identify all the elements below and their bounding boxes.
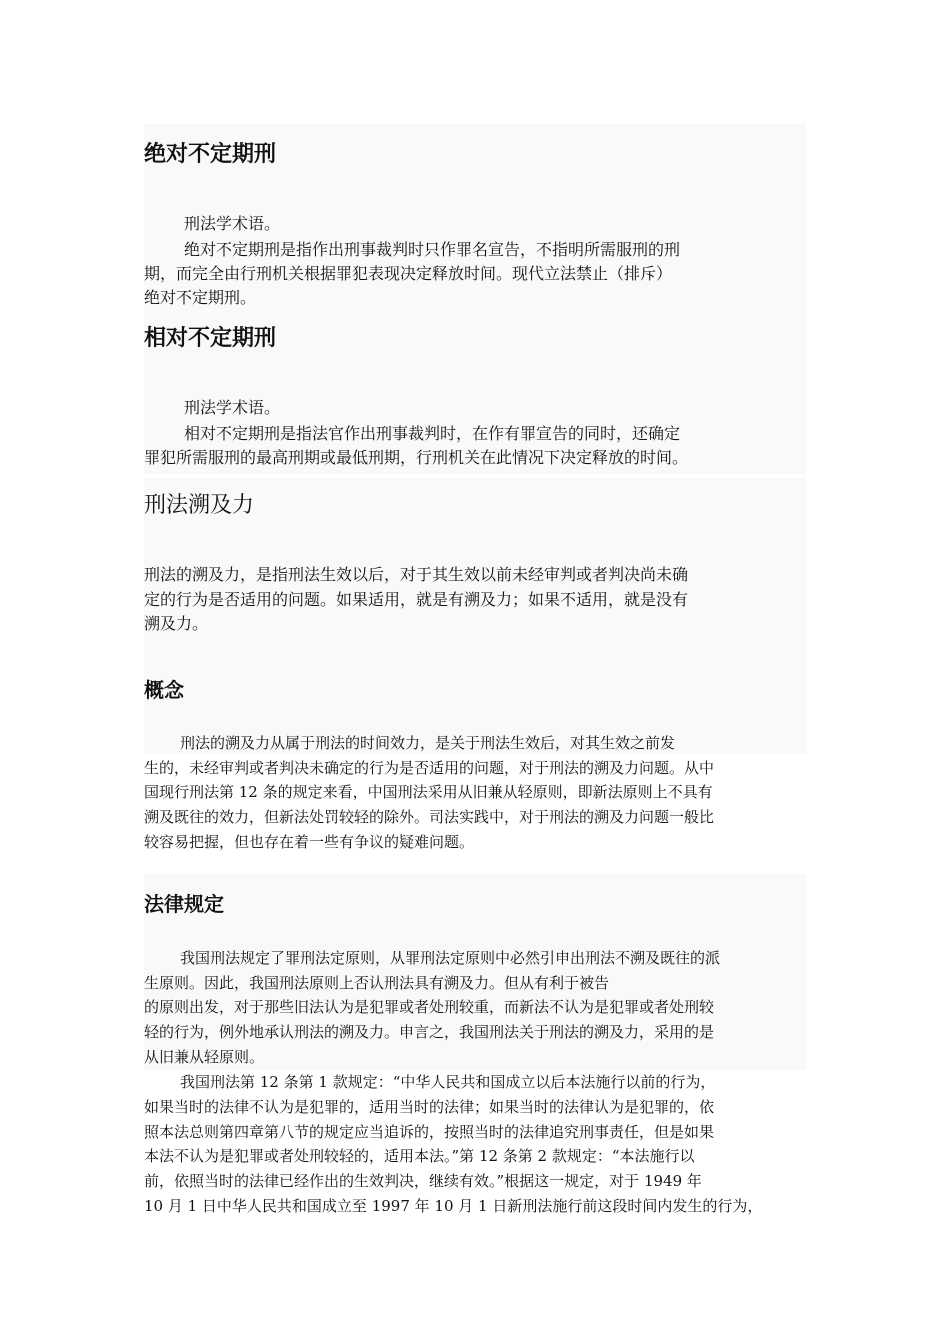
paragraph-line: 刑法的溯及力，是指刑法生效以后，对于其生效以前未经审判或者判决尚未确 <box>144 565 689 584</box>
paragraph-line: 刑法的溯及力从属于刑法的时间效力，是关于刑法生效后，对其生效之前发 <box>180 734 676 752</box>
paragraph-line: 定的行为是否适用的问题。如果适用，就是有溯及力；如果不适用，就是没有 <box>144 590 689 609</box>
paragraph-line: 罪犯所需服刑的最高刑期或最低刑期，行刑机关在此情况下决定释放的时间。 <box>144 448 689 467</box>
paragraph-line: 绝对不定期刑。 <box>144 288 257 307</box>
section-heading: 法律规定 <box>144 892 224 916</box>
section-heading: 刑法溯及力 <box>144 493 255 518</box>
paragraph-line: 国现行刑法第 12 条的规定来看，中国刑法采用从旧兼从轻原则，即新法原则上不具有 <box>144 783 713 801</box>
paragraph-line: 溯及力。 <box>144 614 209 633</box>
section-heading: 相对不定期刑 <box>144 326 277 351</box>
paragraph-line: 绝对不定期刑是指作出刑事裁判时只作罪名宣告，不指明所需服刑的刑 <box>184 240 681 259</box>
section-background <box>144 478 806 754</box>
paragraph-line: 从旧兼从轻原则。 <box>144 1048 265 1066</box>
paragraph-line: 照本法总则第四章第八节的规定应当追诉的，按照当时的法律追究刑事责任，但是如果 <box>144 1123 715 1141</box>
paragraph-line: 刑法学术语。 <box>184 214 281 233</box>
paragraph-line: 轻的行为，例外地承认刑法的溯及力。申言之，我国刑法关于刑法的溯及力，采用的是 <box>144 1023 715 1041</box>
section-heading: 概念 <box>144 678 184 702</box>
paragraph-line: 我国刑法规定了罪刑法定原则，从罪刑法定原则中必然引申出刑法不溯及既往的派 <box>180 949 721 967</box>
paragraph-line: 的原则出发，对于那些旧法认为是犯罪或者处刑较重，而新法不认为是犯罪或者处刑较 <box>144 998 715 1016</box>
paragraph-line: 本法不认为是犯罪或者处刑较轻的，适用本法。”第 12 条第 2 款规定：“本法施行以 <box>144 1147 695 1165</box>
paragraph-line: 如果当时的法律不认为是犯罪的，适用当时的法律；如果当时的法律认为是犯罪的，依 <box>144 1098 715 1116</box>
paragraph-line: 较容易把握，但也存在着一些有争议的疑难问题。 <box>144 833 475 851</box>
paragraph-line: 溯及既往的效力，但新法处罚较轻的除外。司法实践中，对于刑法的溯及力问题一般比 <box>144 808 715 826</box>
paragraph-line: 相对不定期刑是指法官作出刑事裁判时，在作有罪宣告的同时，还确定 <box>184 424 681 443</box>
paragraph-line: 前，依照当时的法律已经作出的生效判决，继续有效。”根据这一规定，对于 1949 年 <box>144 1172 702 1190</box>
section-heading: 绝对不定期刑 <box>144 142 277 167</box>
paragraph-line: 期，而完全由行刑机关根据罪犯表现决定释放时间。现代立法禁止（排斥） <box>144 264 673 283</box>
paragraph-line: 我国刑法第 12 条第 1 款规定：“中华人民共和国成立以后本法施行以前的行为， <box>180 1073 716 1091</box>
paragraph-line: 生原则。因此，我国刑法原则上否认刑法具有溯及力。但从有利于被告 <box>144 974 610 992</box>
paragraph-line: 刑法学术语。 <box>184 398 281 417</box>
paragraph-line: 生的，未经审判或者判决未确定的行为是否适用的问题，对于刑法的溯及力问题。从中 <box>144 759 715 777</box>
paragraph-line: 10 月 1 日中华人民共和国成立至 1997 年 10 月 1 日新刑法施行前这段时间内发生的行为， <box>144 1197 763 1215</box>
